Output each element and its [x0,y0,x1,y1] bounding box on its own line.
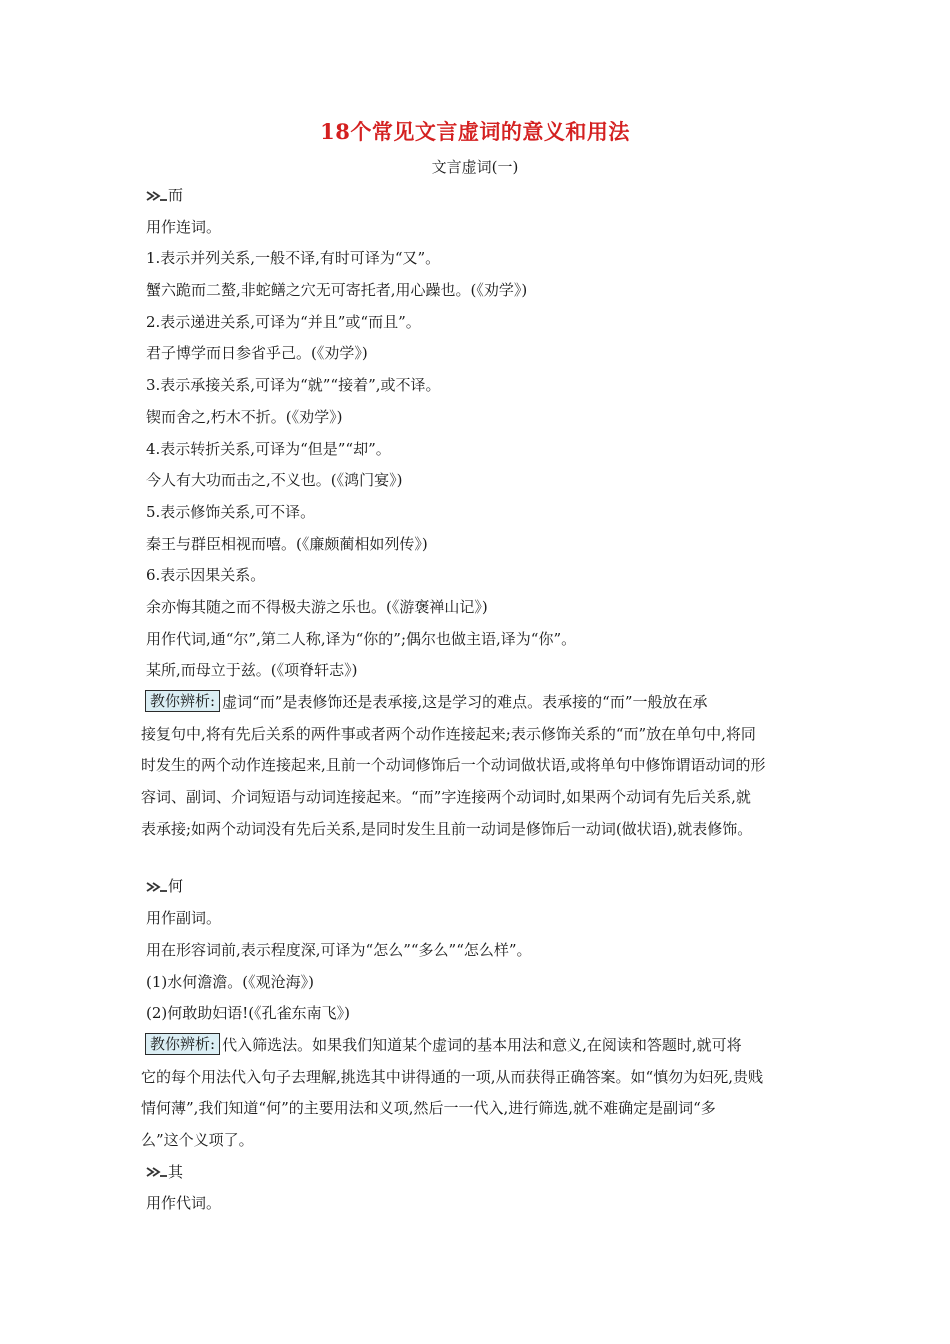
text-line: 某所,而母立于兹。(《项脊轩志》) [146,661,358,680]
section-heading-qi [146,1157,836,1189]
page-subtitle: 文言虚词(一) [431,158,519,176]
note-text: 情何薄”,我们知道“何”的主要用法和义项,然后一一代入,进行筛选,就不难确定是副词“多 [141,1099,716,1118]
note-text: 时发生的两个动作连接起来,且前一个动词修饰后一个动词做状语,或将单句中修饰谓语动词的形 [141,756,766,775]
text-line: (2)何敢助妇语!(《孔雀东南飞》) [146,1004,350,1023]
analysis-tag: 教你辨析: [145,690,220,712]
note-text: 么”这个义项了。 [141,1130,254,1149]
note-text: 容词、副词、介词短语与动词连接起来。“而”字连接两个动词时,如果两个动词有先后关系,就 [141,788,751,807]
analysis-tag: 教你辨析: [145,1033,220,1055]
text-line: 秦王与群臣相视而嘻。(《廉颇蔺相如列传》) [146,534,428,553]
double-chevron-icon [146,880,168,894]
text-line: 1.表示并列关系,一般不译,有时可译为“又”。 [146,249,441,268]
text-line: 锲而舍之,朽木不折。(《劝学》) [146,407,343,426]
section-heading-er [146,180,836,212]
section-heading-label: 其 [168,1162,184,1181]
analysis-note-er [141,687,835,845]
page-title: 18个常见文言虚词的意义和用法 [320,119,630,144]
note-text: 表承接;如两个动词没有先后关系,是同时发生且前一动词是修饰后一动词(做状语),就表修饰。 [141,819,753,838]
section-heading-he [146,871,836,903]
section-heading-label: 何 [168,877,184,896]
text-line: 6.表示因果关系。 [146,566,266,585]
text-line: 用作连词。 [146,217,222,236]
double-chevron-icon [146,1165,168,1179]
text-line: 用作副词。 [146,909,222,928]
note-text: 虚词“而”是表修饰还是表承接,这是学习的难点。表承接的“而”一般放在承 [222,693,708,711]
analysis-note-he [141,1030,835,1157]
note-text: 代入筛选法。如果我们知道某个虚词的基本用法和意义,在阅读和答题时,就可将 [222,1035,742,1054]
text-line: 用在形容词前,表示程度深,可译为“怎么”“多么”“怎么样”。 [146,940,532,959]
text-line: 用作代词,通“尔”,第二人称,译为“你的”;偶尔也做主语,译为“你”。 [146,629,577,648]
double-chevron-icon [146,189,168,203]
text-line: 3.表示承接关系,可译为“就”“接着”,或不译。 [146,376,441,395]
text-line: 2.表示递进关系,可译为“并且”或“而且”。 [146,312,421,331]
text-line: 5.表示修饰关系,可不译。 [146,502,316,521]
text-line: (1)水何澹澹。(《观沧海》) [146,972,314,991]
text-line: 今人有大功而击之,不义也。(《鸿门宴》) [146,471,403,490]
document-body [141,180,836,1220]
text-line: 蟹六跪而二螯,非蛇鳝之穴无可寄托者,用心躁也。(《劝学》) [146,281,528,300]
text-line: 君子博学而日参省乎己。(《劝学》) [146,344,368,363]
text-line: 用作代词。 [146,1194,222,1213]
text-line: 余亦悔其随之而不得极夫游之乐也。(《游褒禅山记》) [146,597,488,616]
note-text: 接复句中,将有先后关系的两件事或者两个动作连接起来;表示修饰关系的“而”放在单句中,将同 [141,724,756,743]
section-gap [146,845,836,871]
section-heading-label: 而 [168,186,184,204]
text-line: 4.表示转折关系,可译为“但是”“却”。 [146,439,391,458]
note-text: 它的每个用法代入句子去理解,挑选其中讲得通的一项,从而获得正确答案。如“慎勿为妇死,贵贱 [141,1067,763,1086]
